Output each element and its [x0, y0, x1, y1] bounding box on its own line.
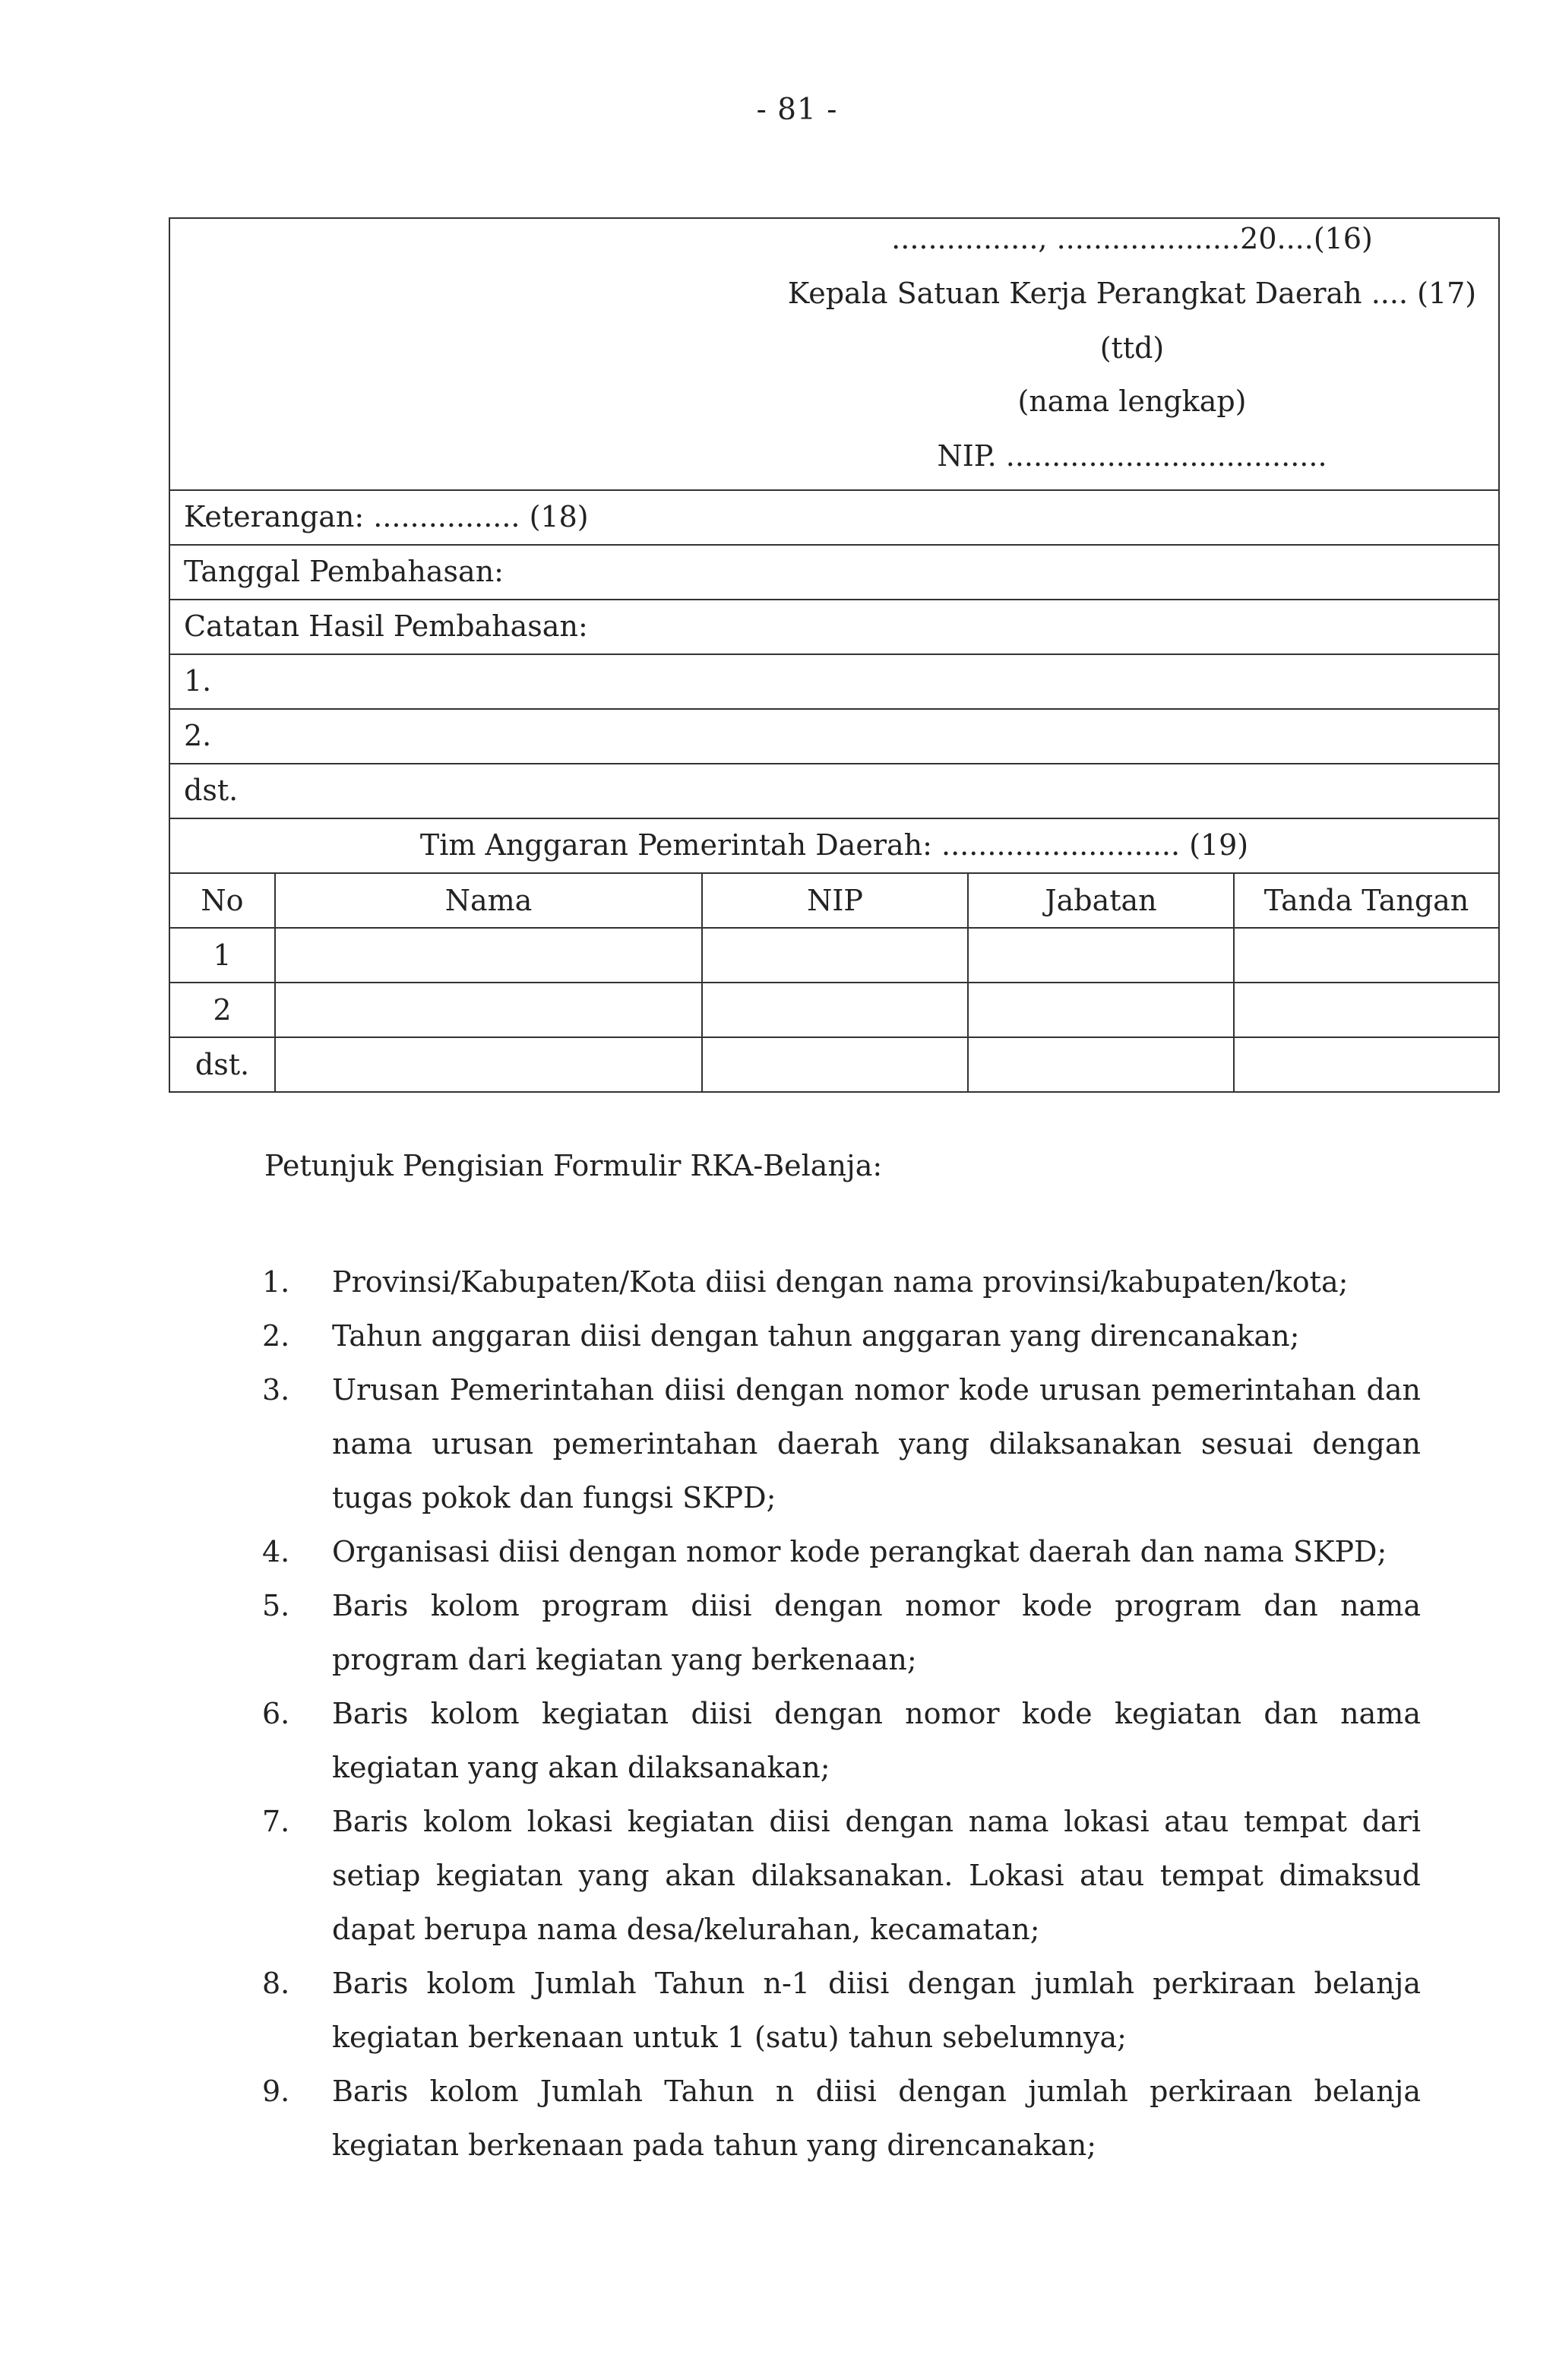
list-item-text: Baris kolom Jumlah Tahun n diisi dengan jumlah perkiraan belanja kegiatan berkenaan pada tahun yang direncanakan; — [332, 2075, 1421, 2162]
list-item-text: Provinsi/Kabupaten/Kota diisi dengan nama provinsi/kabupaten/kota; — [332, 1265, 1349, 1299]
list-item-number: 1. — [262, 1265, 290, 1299]
cell-nama — [275, 983, 702, 1037]
header-jabatan: Jabatan — [968, 874, 1234, 928]
list-item — [262, 1795, 1421, 1957]
list-item-text: Baris kolom kegiatan diisi dengan nomor kode kegiatan dan nama kegiatan yang akan dilaksanakan; — [332, 1697, 1421, 1784]
list-item-number: 6. — [262, 1697, 290, 1730]
signature-block — [170, 219, 1498, 491]
tim-anggaran-table — [170, 874, 1498, 1091]
list-item — [262, 1957, 1421, 2065]
table-row — [170, 1037, 1498, 1091]
list-item — [262, 1525, 1421, 1579]
catatan-item-row: 2. — [170, 710, 1498, 764]
catatan-pembahasan-row: Catatan Hasil Pembahasan: — [170, 600, 1498, 655]
list-item-text: Urusan Pemerintahan diisi dengan nomor kode urusan pemerintahan dan nama urusan pemerintahan daerah yang dilaksanakan sesuai dengan tugas pokok dan fungsi SKPD; — [332, 1373, 1421, 1514]
cell-nip — [702, 983, 968, 1037]
signature-place-date: ................, ....................20....(16) — [891, 222, 1373, 255]
list-item-number: 4. — [262, 1535, 290, 1568]
list-item — [262, 1687, 1421, 1795]
list-item — [262, 2065, 1421, 2173]
cell-tanda-tangan — [1234, 983, 1498, 1037]
header-nama: Nama — [275, 874, 702, 928]
signature-position: Kepala Satuan Kerja Perangkat Daerah .... (17) — [787, 277, 1477, 310]
cell-nama — [275, 928, 702, 983]
catatan-item-row: dst. — [170, 764, 1498, 819]
signature-name: (nama lengkap) — [1017, 385, 1247, 418]
list-item — [262, 1363, 1421, 1525]
signature-nip: NIP. ................................... — [937, 439, 1327, 473]
list-item-number: 8. — [262, 1967, 290, 2000]
list-item-text: Baris kolom lokasi kegiatan diisi dengan nama lokasi atau tempat dari setiap kegiatan yang akan dilaksanakan. Lokasi atau tempat dimaksud dapat berupa nama desa/kelurahan, kecamatan; — [332, 1805, 1421, 1946]
tim-anggaran-title: Tim Anggaran Pemerintah Daerah: .......................... (19) — [170, 819, 1498, 874]
cell-tanda-tangan — [1234, 928, 1498, 983]
cell-nip — [702, 1037, 968, 1091]
list-item-number: 9. — [262, 2075, 290, 2108]
form-box — [169, 217, 1500, 1093]
cell-jabatan — [968, 1037, 1234, 1091]
header-tanda-tangan: Tanda Tangan — [1234, 874, 1498, 928]
cell-tanda-tangan — [1234, 1037, 1498, 1091]
list-item — [262, 1309, 1421, 1363]
table-row — [170, 983, 1498, 1037]
list-item — [262, 1255, 1421, 1309]
list-item-number: 7. — [262, 1805, 290, 1838]
header-nip: NIP — [702, 874, 968, 928]
list-item-number: 5. — [262, 1589, 290, 1622]
catatan-item-row: 1. — [170, 655, 1498, 710]
cell-nip — [702, 928, 968, 983]
list-item — [262, 1579, 1421, 1687]
list-item-text: Tahun anggaran diisi dengan tahun anggaran yang direncanakan; — [332, 1319, 1300, 1353]
keterangan-row: Keterangan: ................ (18) — [170, 491, 1498, 546]
list-item-number: 3. — [262, 1373, 290, 1407]
row-number: 2 — [170, 983, 275, 1037]
list-item-text: Baris kolom program diisi dengan nomor kode program dan nama program dari kegiatan yang berkenaan; — [332, 1589, 1421, 1676]
signature-signed: (ttd) — [1099, 331, 1165, 365]
cell-jabatan — [968, 983, 1234, 1037]
instructions-title: Petunjuk Pengisian Formulir RKA-Belanja: — [264, 1149, 883, 1182]
instructions-list — [262, 1255, 1421, 2173]
cell-jabatan — [968, 928, 1234, 983]
table-row — [170, 928, 1498, 983]
table-header-row — [170, 874, 1498, 928]
cell-nama — [275, 1037, 702, 1091]
page-number: - 81 - — [756, 93, 838, 127]
list-item-number: 2. — [262, 1319, 290, 1353]
tanggal-pembahasan-row: Tanggal Pembahasan: — [170, 546, 1498, 600]
row-number: dst. — [170, 1037, 275, 1091]
row-number: 1 — [170, 928, 275, 983]
header-no: No — [170, 874, 275, 928]
list-item-text: Baris kolom Jumlah Tahun n-1 diisi dengan jumlah perkiraan belanja kegiatan berkenaan untuk 1 (satu) tahun sebelumnya; — [332, 1967, 1421, 2054]
list-item-text: Organisasi diisi dengan nomor kode perangkat daerah dan nama SKPD; — [332, 1535, 1387, 1568]
